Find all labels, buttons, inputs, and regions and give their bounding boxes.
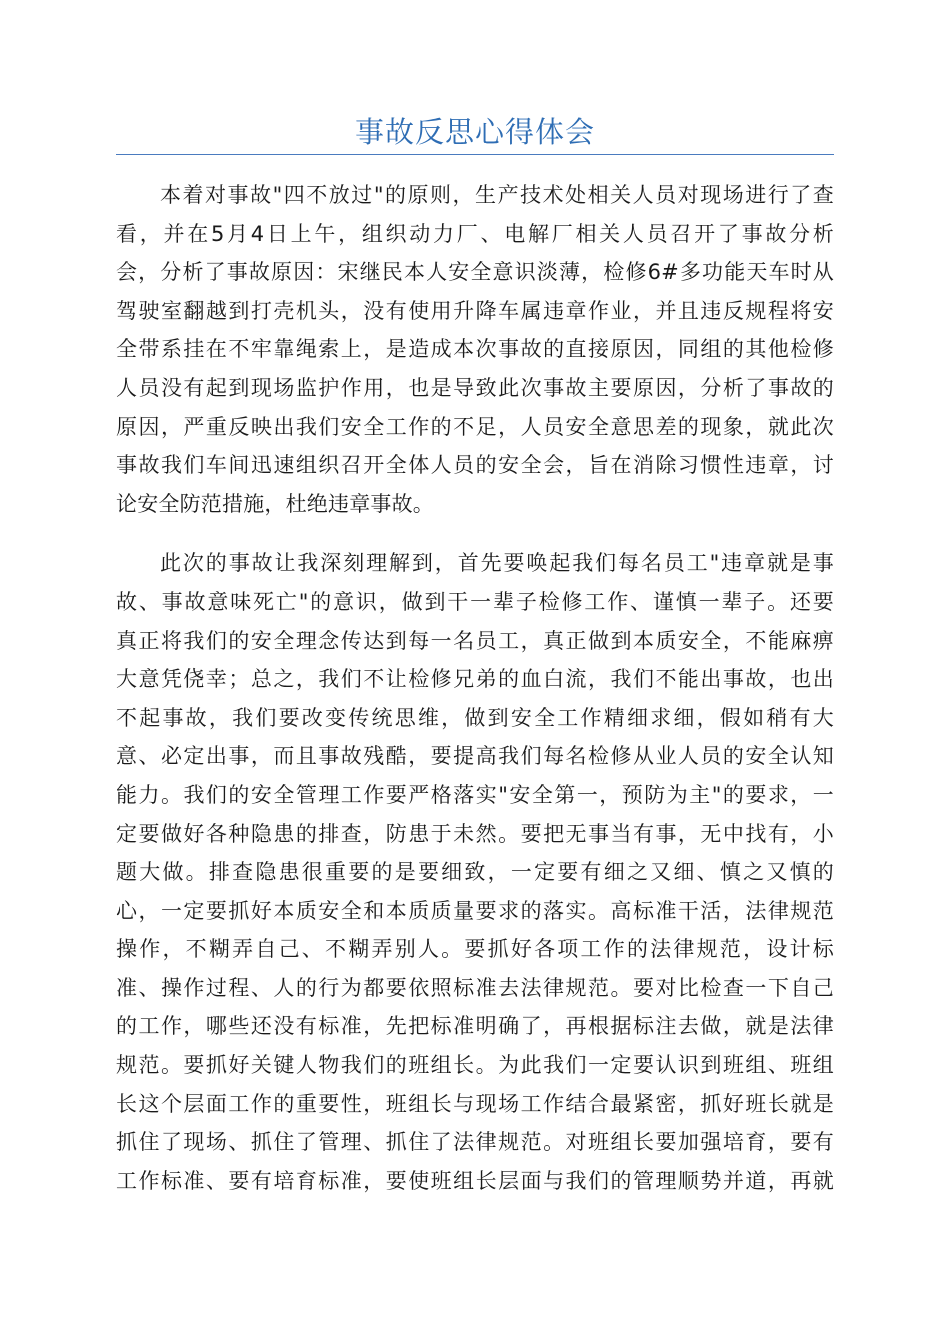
paragraph-line: 定要做好各种隐患的排查，防患于未然。要把无事当有事，无中找有，小	[116, 821, 834, 846]
paragraph-line: 驾驶室翻越到打壳机头，没有使用升降车属违章作业，并且违反规程将安	[116, 298, 834, 323]
paragraph-line: 看，并在5月4日上午，组织动力厂、电解厂相关人员召开了事故分析	[116, 221, 834, 246]
paragraph-line: 事故我们车间迅速组织召开全体人员的安全会，旨在消除习惯性违章，讨	[116, 453, 834, 478]
document-title: 事故反思心得体会	[354, 115, 595, 149]
paragraph-line: 不起事故，我们要改变传统思维，做到安全工作精细求细，假如稍有大	[116, 705, 834, 730]
paragraph-line: 长这个层面工作的重要性，班组长与现场工作结合最紧密，抓好班长就是	[116, 1091, 834, 1116]
title-underline	[116, 154, 834, 155]
paragraph-line: 大意凭侥幸；总之，我们不让检修兄弟的血白流，我们不能出事故，也出	[116, 667, 834, 692]
paragraph-line: 操作，不糊弄自己、不糊弄别人。要抓好各项工作的法律规范，设计标	[116, 937, 834, 962]
paragraph-line: 题大做。排查隐患很重要的是要细致，一定要有细之又细、慎之又慎的	[116, 860, 834, 885]
paragraph-line: 此次的事故让我深刻理解到，首先要唤起我们每名员工"违章就是事	[160, 551, 834, 576]
paragraph-line: 规范。要抓好关键人物我们的班组长。为此我们一定要认识到班组、班组	[116, 1053, 834, 1078]
paragraph-line: 抓住了现场、抓住了管理、抓住了法律规范。对班组长要加强培育，要有	[116, 1130, 834, 1155]
paragraph-line: 能力。我们的安全管理工作要严格落实"安全第一，预防为主"的要求，一	[116, 782, 834, 807]
paragraph-line: 全带系挂在不牢靠绳索上，是造成本次事故的直接原因，同组的其他检修	[116, 337, 834, 362]
paragraph-line: 心，一定要抓好本质安全和本质质量要求的落实。高标准干活，法律规范	[116, 898, 834, 923]
paragraph-line: 本着对事故"四不放过"的原则，生产技术处相关人员对现场进行了查	[160, 183, 834, 207]
paragraph-line: 真正将我们的安全理念传达到每一名员工，真正做到本质安全，不能麻痹	[116, 628, 834, 653]
paragraph-line: 准、操作过程、人的行为都要依照标准去法律规范。要对比检查一下自己	[116, 975, 834, 1000]
paragraph-line: 会，分析了事故原因：宋继民本人安全意识淡薄，检修6#多功能天车时从	[116, 260, 834, 285]
paragraph-line: 论安全防范措施，杜绝违章事故。	[116, 491, 434, 516]
paragraph-line: 原因，严重反映出我们安全工作的不足，人员安全意思差的现象，就此次	[116, 414, 834, 439]
paragraph-line: 的工作，哪些还没有标准，先把标准明确了，再根据标注去做，就是法律	[116, 1014, 834, 1039]
paragraph-line: 意、必定出事，而且事故残酷，要提高我们每名检修从业人员的安全认知	[116, 744, 834, 769]
paragraph-1	[116, 176, 834, 523]
paragraph-line: 工作标准、要有培育标准，要使班组长层面与我们的管理顺势并道，再就	[116, 1168, 834, 1193]
paragraph-line: 故、事故意味死亡"的意识，做到干一辈子检修工作、谨慎一辈子。还要	[116, 589, 834, 614]
paragraph-2	[116, 544, 834, 1200]
document-body	[116, 176, 834, 1221]
paragraph-line: 人员没有起到现场监护作用，也是导致此次事故主要原因，分析了事故的	[116, 375, 834, 400]
